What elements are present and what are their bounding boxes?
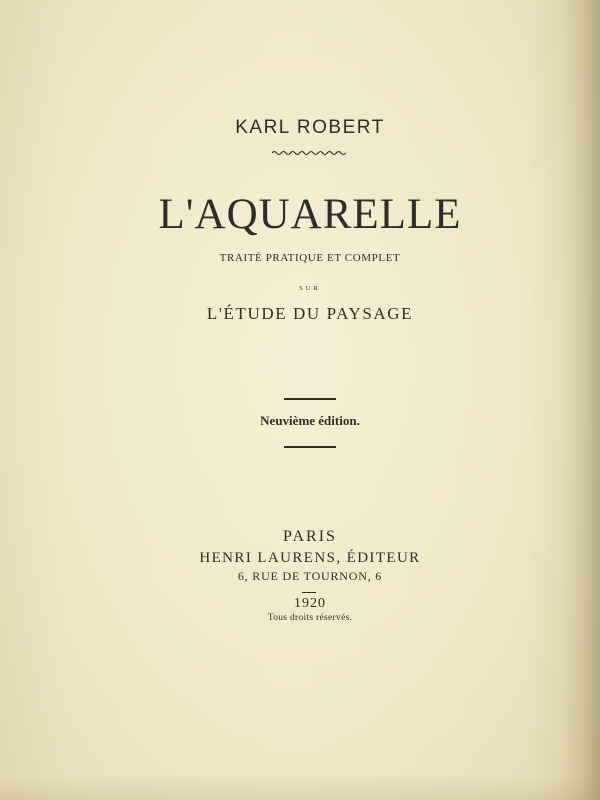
imprint-rule [302, 592, 316, 593]
author-name: KARL ROBERT [235, 117, 385, 138]
edition-rule-bottom [284, 446, 336, 448]
subtitle-connector: SUR [299, 285, 321, 292]
ornament-wavy-rule [272, 149, 346, 157]
book-subject: L'ÉTUDE DU PAYSAGE [206, 304, 414, 323]
imprint-publisher: HENRI LAURENS, ÉDITEUR [199, 550, 421, 566]
rights-notice: Tous droits réservés. [267, 613, 353, 623]
imprint-address: 6, RUE DE TOURNON, 6 [237, 569, 383, 583]
edition-note: Neuvième édition. [260, 413, 360, 428]
imprint-year: 1920 [294, 596, 326, 611]
book-subtitle: TRAITÉ PRATIQUE ET COMPLET [219, 252, 401, 264]
page-bottom-shadow [0, 776, 600, 800]
imprint-city: PARIS [283, 528, 337, 545]
book-title: L'AQUARELLE [158, 191, 462, 238]
edition-rule-top [284, 398, 336, 400]
